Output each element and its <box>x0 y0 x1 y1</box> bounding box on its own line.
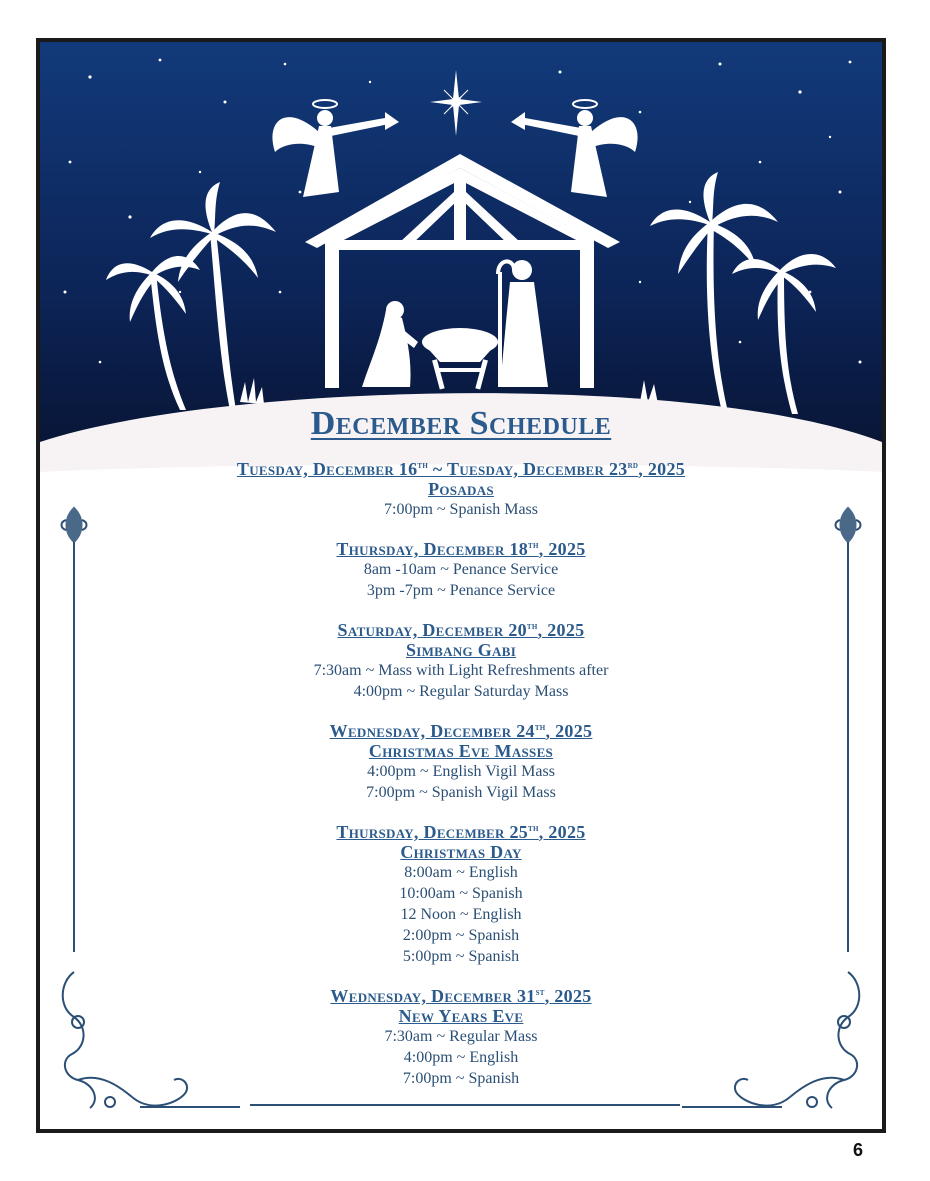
bottom-rule <box>250 1104 680 1106</box>
schedule-line: 7:30am ~ Mass with Light Refreshments after <box>313 662 609 679</box>
schedule-line: 8am -10am ~ Penance Service <box>363 561 559 578</box>
section-date: Thursday, December 18th, 2025 <box>336 539 586 559</box>
section-date: Wednesday, December 24th, 2025 <box>329 721 593 741</box>
section-event: Posadas <box>428 479 494 499</box>
schedule-line: 5:00pm ~ Spanish <box>402 948 520 965</box>
schedule-line: 4:00pm ~ English Vigil Mass <box>367 763 555 780</box>
section-event: New Years Eve <box>398 1006 524 1026</box>
section-event: Simbang Gabi <box>405 640 517 660</box>
schedule-line: 12 Noon ~ English <box>400 906 522 923</box>
schedule-line: 4:00pm ~ Regular Saturday Mass <box>353 683 569 700</box>
section-event: Christmas Eve Masses <box>368 741 554 761</box>
section-date: Wednesday, December 31st, 2025 <box>330 986 592 1006</box>
section-christmas-day <box>40 819 882 967</box>
section-date: Tuesday, December 16th ~ Tuesday, December 23rd, 2025 <box>236 459 686 479</box>
schedule-line: 2:00pm ~ Spanish <box>402 927 520 944</box>
section-christmas-eve <box>40 718 882 803</box>
page-frame <box>36 38 886 1133</box>
section-date: Thursday, December 25th, 2025 <box>336 822 586 842</box>
schedule-line: 10:00am ~ Spanish <box>399 885 523 902</box>
section-posadas <box>40 456 882 520</box>
schedule-line: 7:00pm ~ Spanish Vigil Mass <box>366 784 556 801</box>
schedule-line: 3pm -7pm ~ Penance Service <box>366 582 556 599</box>
page-number: 6 <box>853 1140 864 1160</box>
schedule-line: 7:00pm ~ Spanish Mass <box>384 501 538 518</box>
schedule-line: 4:00pm ~ English <box>403 1049 519 1066</box>
schedule-line: 7:30am ~ Regular Mass <box>384 1028 538 1045</box>
section-penance <box>40 536 882 601</box>
section-simbang-gabi <box>40 617 882 702</box>
section-event: Christmas Day <box>400 842 522 862</box>
schedule-line: 7:00pm ~ Spanish <box>402 1070 520 1087</box>
schedule-line: 8:00am ~ English <box>404 864 518 881</box>
section-new-years-eve <box>40 983 882 1089</box>
section-date: Saturday, December 20th, 2025 <box>337 620 585 640</box>
schedule <box>40 404 882 1089</box>
page-title: December Schedule <box>310 405 612 442</box>
